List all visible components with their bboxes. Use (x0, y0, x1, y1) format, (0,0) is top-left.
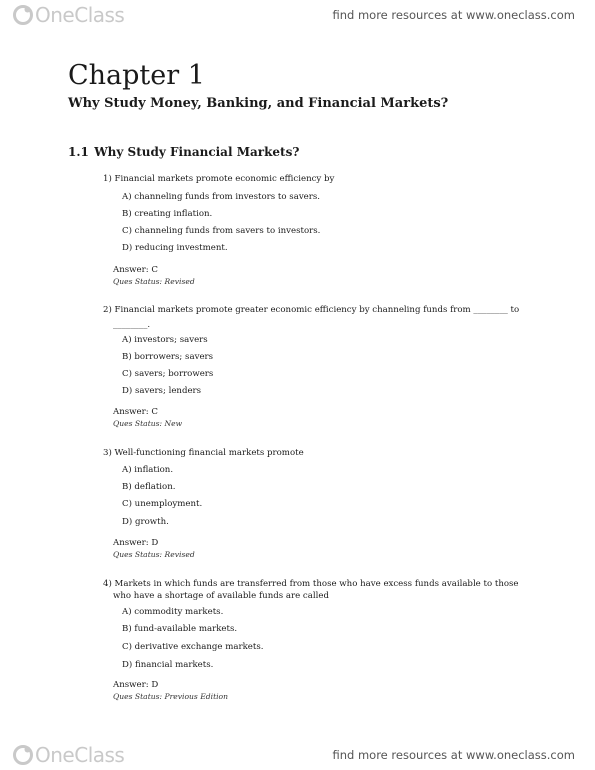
option-c: C) derivative exchange markets. (122, 642, 264, 652)
answer: Answer: D (113, 680, 159, 690)
top-bar (0, 0, 595, 30)
bottom-bar (0, 740, 595, 770)
question-status: Ques Status: Revised (113, 277, 195, 286)
option-d: D) growth. (122, 517, 169, 527)
question-status: Ques Status: Revised (113, 550, 195, 559)
question-stem: 2) Financial markets promote greater economic efficiency by channeling funds from ________ to (103, 305, 520, 315)
question-status: Ques Status: Previous Edition (113, 692, 229, 701)
option-a: A) investors; savers (122, 335, 208, 345)
oneclass-logo-icon (12, 4, 34, 26)
question-stem: 1) Financial markets promote economic efficiency by (103, 174, 335, 184)
oneclass-logo[interactable] (12, 744, 124, 766)
option-b: B) deflation. (122, 482, 176, 492)
option-b: B) borrowers; savers (122, 352, 214, 362)
promo-link[interactable]: find more resources at www.oneclass.com (332, 748, 575, 762)
option-d: D) financial markets. (122, 660, 214, 670)
answer: Answer: D (113, 538, 159, 548)
option-c: C) unemployment. (122, 499, 203, 509)
answer: Answer: C (113, 407, 158, 417)
logo-text: OneClass (35, 3, 125, 27)
option-a: A) commodity markets. (122, 607, 224, 617)
option-b: B) creating inflation. (122, 209, 213, 219)
section-number: 1.1 (68, 145, 89, 159)
chapter-subtitle: Why Study Money, Banking, and Financial Markets? (68, 96, 449, 111)
promo-link[interactable]: find more resources at www.oneclass.com (332, 8, 575, 22)
option-a: A) inflation. (122, 465, 174, 475)
logo-text: OneClass (35, 743, 125, 767)
chapter-title: Chapter 1 (68, 60, 205, 91)
option-c: C) channeling funds from savers to investors. (122, 226, 321, 236)
question-status: Ques Status: New (113, 419, 183, 428)
option-b: B) fund-available markets. (122, 624, 238, 634)
question-stem-continued: ________. (113, 320, 151, 330)
question-stem: 4) Markets in which funds are transferred from those who have excess funds available to those (103, 579, 519, 589)
answer: Answer: C (113, 265, 158, 275)
option-d: D) savers; lenders (122, 386, 202, 396)
option-a: A) channeling funds from investors to savers. (122, 192, 321, 202)
question-stem: 3) Well-functioning financial markets promote (103, 448, 304, 458)
section-heading (68, 145, 299, 159)
option-c: C) savers; borrowers (122, 369, 214, 379)
oneclass-logo[interactable] (12, 4, 124, 26)
option-d: D) reducing investment. (122, 243, 228, 253)
oneclass-logo-icon (12, 744, 34, 766)
section-title: Why Study Financial Markets? (94, 145, 300, 159)
question-stem-continued: who have a shortage of available funds are called (113, 591, 329, 601)
